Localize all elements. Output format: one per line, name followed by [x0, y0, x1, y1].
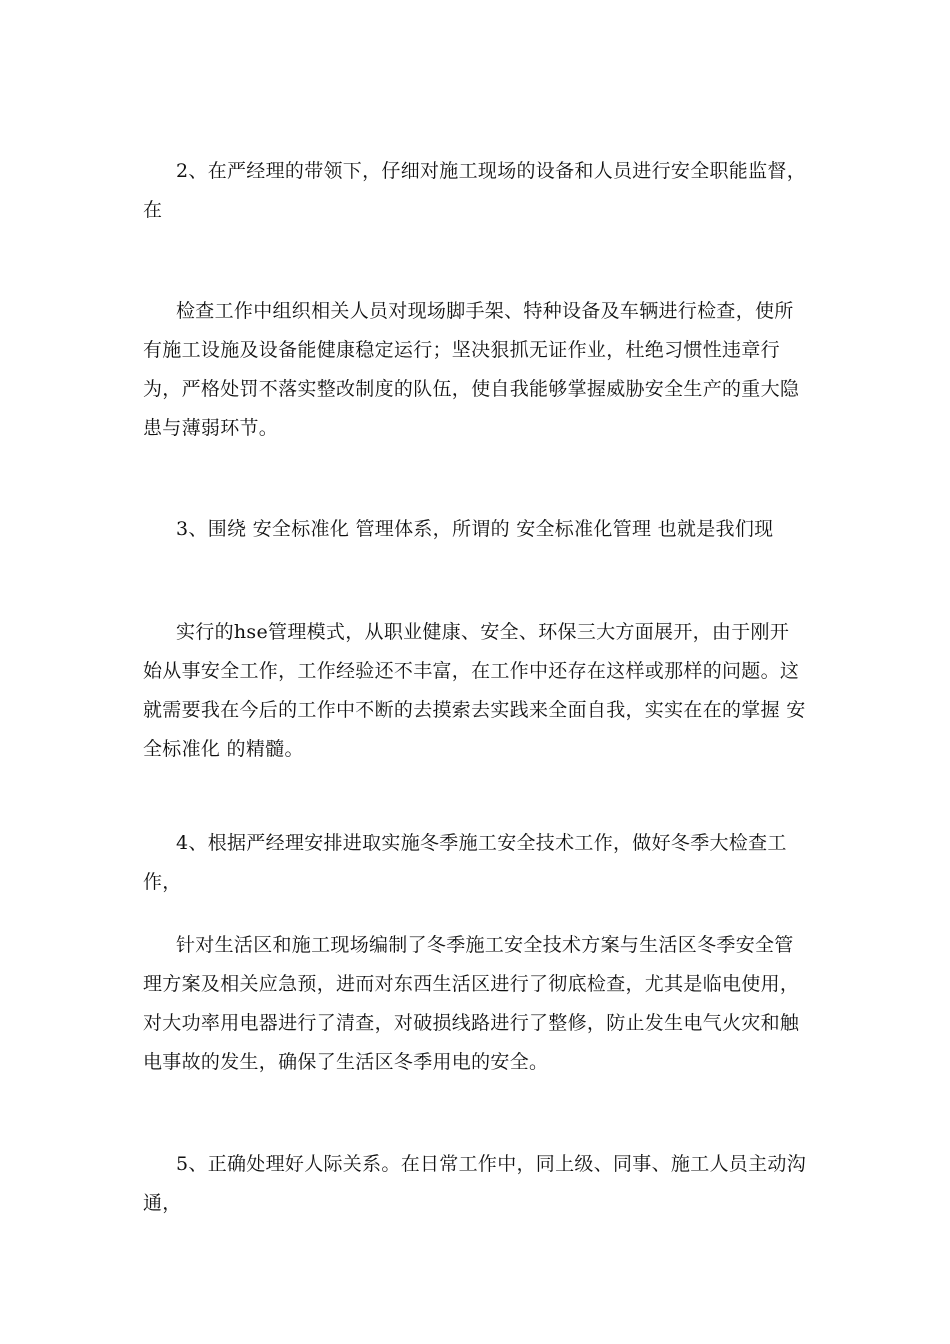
paragraph-winter-safety-plan: 针对生活区和施工现场编制了冬季施工安全技术方案与生活区冬季安全管理方案及相关应急预，进而对东西生活区进行了彻底检查，尤其是临电使用，对大功率用电器进行了清查，对破损线路进行了整修，防止发生电气火灾和触电事故的发生，确保了生活区冬季用电的安全。	[143, 934, 800, 1073]
paragraph-item-3-intro: 3、围绕 安全标准化 管理体系，所谓的 安全标准化管理 也就是我们现	[176, 518, 774, 540]
paragraph-item-5-intro: 5、正确处理好人际关系。在日常工作中，同上级、同事、施工人员主动沟通，	[143, 1153, 806, 1214]
paragraph-item-4-intro: 4、根据严经理安排进取实施冬季施工安全技术工作，做好冬季大检查工作，	[143, 832, 787, 893]
paragraph-inspection-work: 检查工作中组织相关人员对现场脚手架、特种设备及车辆进行检查，使所有施工设施及设备能健康稳定运行；坚决狠抓无证作业，杜绝习惯性违章行为，严格处罚不落实整改制度的队伍，使自我能够掌握威胁安全生产的重大隐患与薄弱环节。	[143, 300, 800, 439]
paragraph-item-2-intro: 2、在严经理的带领下，仔细对施工现场的设备和人员进行安全职能监督，在	[143, 160, 806, 221]
paragraph-hse-management: 实行的hse管理模式，从职业健康、安全、环保三大方面展开，由于刚开始从事安全工作，工作经验还不丰富，在工作中还存在这样或那样的问题。这就需要我在今后的工作中不断的去摸索去实践来全面自我，实实在在的掌握 安全标准化 的精髓。	[143, 621, 806, 760]
